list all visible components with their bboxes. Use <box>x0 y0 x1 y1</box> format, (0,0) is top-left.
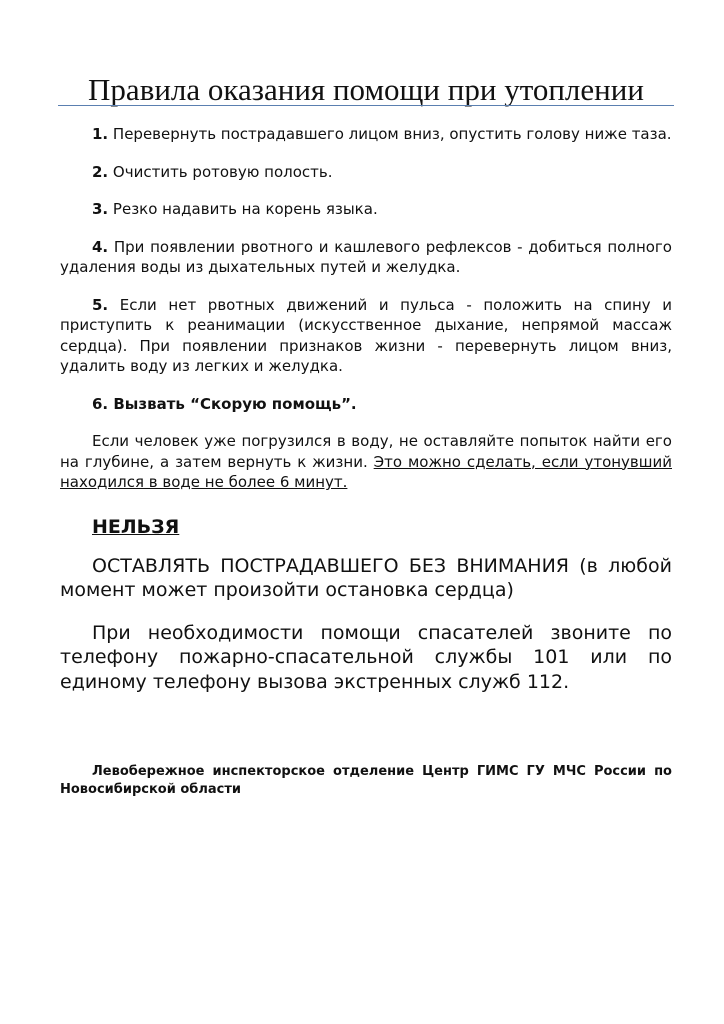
step-2-number: 2. <box>92 162 109 181</box>
step-3-text: Резко надавить на корень языка. <box>112 200 378 218</box>
title-underline <box>58 105 674 106</box>
forbidden-heading: НЕЛЬЗЯ <box>92 515 180 538</box>
step-1-text: Перевернуть пострадавшего лицом вниз, опустить голову ниже таза. <box>112 125 672 143</box>
step-3-number: 3. <box>92 200 109 218</box>
step-4-number: 4. <box>92 237 109 256</box>
step-1 <box>60 124 672 145</box>
note-text: Если человек уже погрузился в воду, не оставляйте попыток найти его на глубине, а затем вернуть к жизни. <box>60 432 672 471</box>
step-6-number: 6. <box>92 394 109 413</box>
step-4 <box>60 237 672 278</box>
step-6 <box>60 394 672 415</box>
step-6-text: Вызвать “Скорую помощь”. <box>113 394 357 413</box>
footer-organization: Левобережное инспекторское отделение Центр ГИМС ГУ МЧС России по Новосибирской области <box>60 764 672 797</box>
step-4-text: При появлении рвотного и кашлевого рефлексов - добиться полного удаления воды из дыхательных путей и желудка. <box>60 237 672 276</box>
step-3 <box>60 199 672 220</box>
step-2 <box>60 162 672 183</box>
contact-text: При необходимости помощи спасателей звоните по телефону пожарно-спасательной службы 101 или по единому телефону вызова экстренных служб 112. <box>60 621 672 693</box>
step-5-text: Если нет рвотных движений и пульса - положить на спину и приступить к реанимации (искусственное дыхание, непрямой массаж сердца). При появлении признаков жизни - перевернуть лицом вниз, удалить воду из легких и желудка. <box>60 295 672 375</box>
page-title: Правила оказания помощи при утоплении <box>88 72 644 107</box>
note-underlined-text: Это можно сделать, если утонувший находился в воде не более 6 минут. <box>60 452 672 491</box>
step-5-number: 5. <box>92 295 109 314</box>
step-1-number: 1. <box>92 125 109 143</box>
document-body <box>60 124 672 694</box>
forbidden-text: ОСТАВЛЯТЬ ПОСТРАДАВШЕГО БЕЗ ВНИМАНИЯ (в любой момент может произойти остановка сердца) <box>60 554 672 601</box>
step-5 <box>60 295 672 377</box>
drowning-note <box>60 431 672 493</box>
step-2-text: Очистить ротовую полость. <box>112 162 333 181</box>
